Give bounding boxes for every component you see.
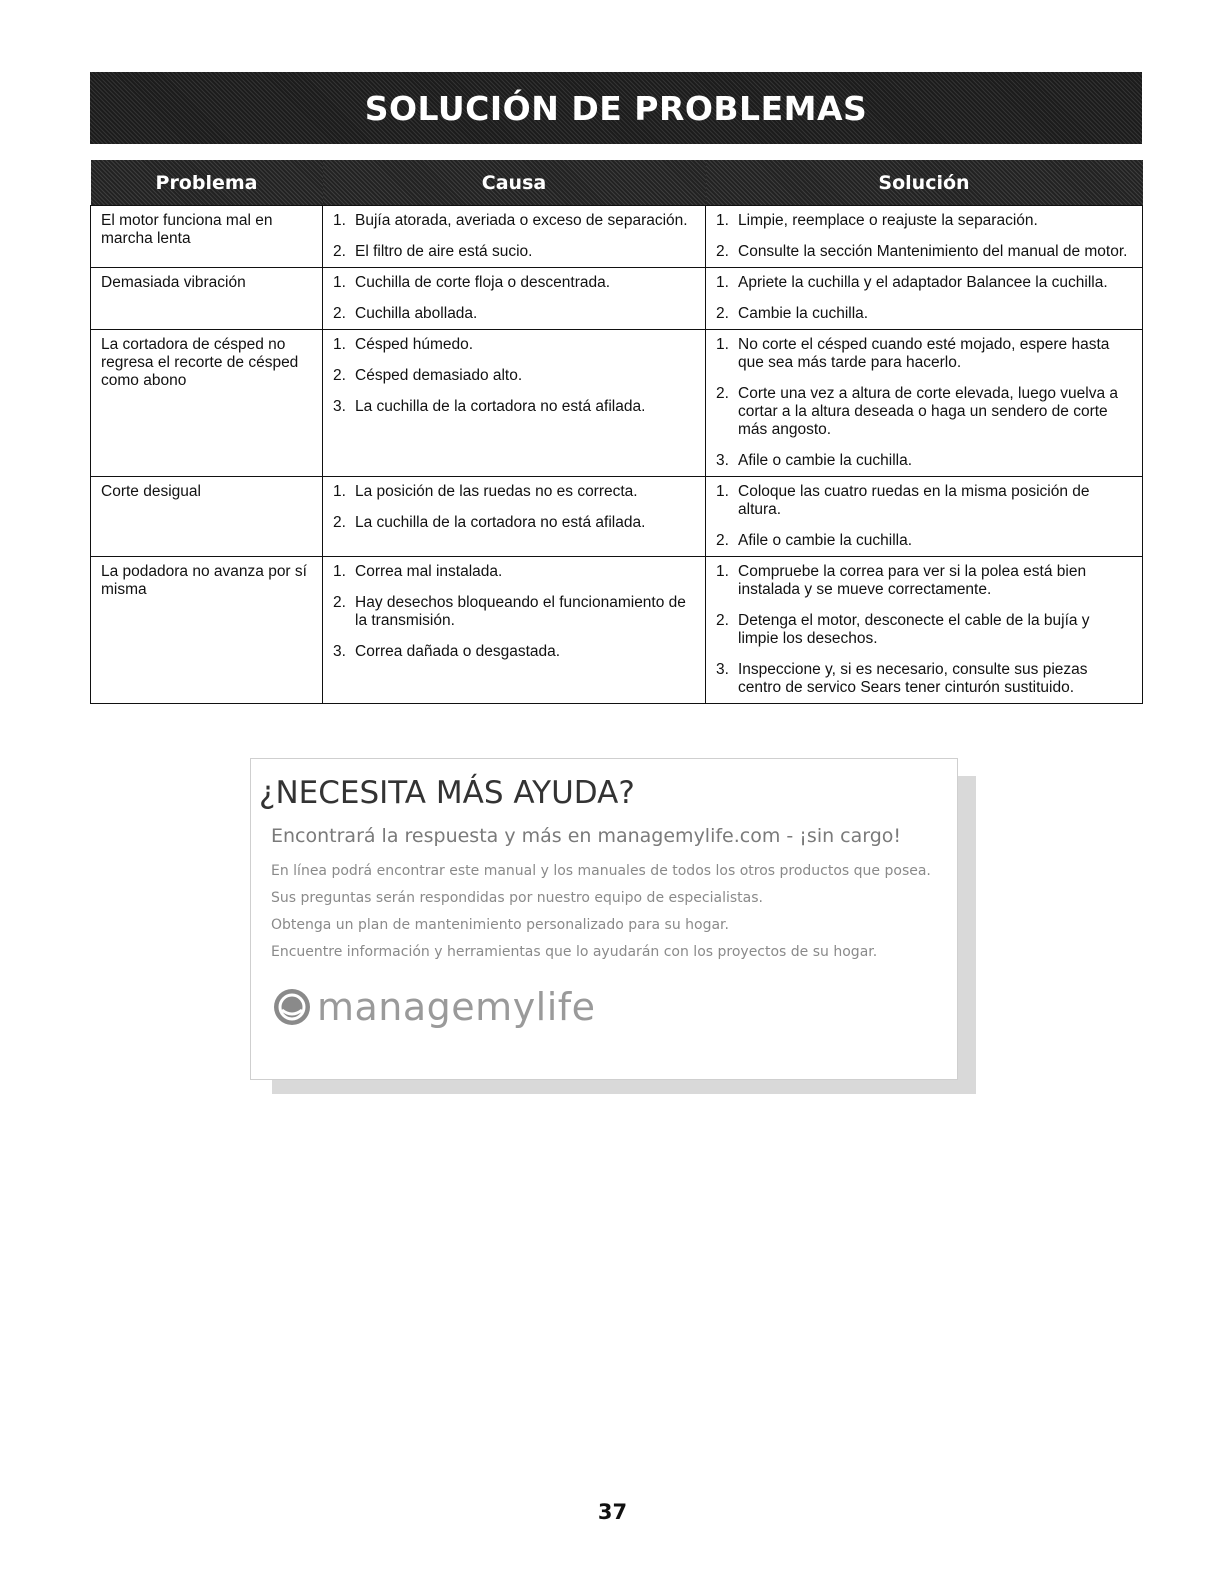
cause-number: 2. bbox=[333, 305, 346, 322]
cause-item bbox=[333, 243, 697, 261]
solution-item bbox=[716, 612, 1134, 648]
cause-item bbox=[333, 305, 697, 323]
cause-number: 3. bbox=[333, 643, 346, 660]
cause-number: 2. bbox=[333, 594, 346, 611]
problem-cell bbox=[91, 268, 323, 330]
solution-item bbox=[716, 336, 1134, 372]
solution-number: 1. bbox=[716, 336, 729, 353]
solution-item bbox=[716, 274, 1134, 292]
cause-text: El filtro de aire está sucio. bbox=[355, 243, 533, 260]
column-header-solucion: Solución bbox=[706, 160, 1143, 206]
problem-text: La cortadora de césped no regresa el recorte de césped como abono bbox=[101, 336, 299, 389]
cause-item bbox=[333, 212, 697, 230]
cause-number: 1. bbox=[333, 212, 346, 229]
problem-text: El motor funciona mal en marcha lenta bbox=[101, 212, 273, 247]
help-subtitle: Encontrará la respuesta y más en managemylife.com - ¡sin cargo! bbox=[271, 825, 902, 847]
cause-item bbox=[333, 336, 697, 354]
solution-text: Afile o cambie la cuchilla. bbox=[738, 532, 913, 549]
help-line: Sus preguntas serán respondidas por nuestro equipo de especialistas. bbox=[271, 890, 763, 906]
problem-text: Corte desigual bbox=[101, 483, 201, 500]
help-title: ¿NECESITA MÁS AYUDA? bbox=[259, 775, 635, 811]
help-line: Obtenga un plan de mantenimiento personalizado para su hogar. bbox=[271, 917, 729, 933]
solution-text: Corte una vez a altura de corte elevada, luego vuelva a cortar a la altura deseada o haga un sendero de corte más angosto. bbox=[738, 385, 1118, 438]
cause-item bbox=[333, 274, 697, 292]
solution-cell bbox=[706, 268, 1143, 330]
solution-text: Consulte la sección Mantenimiento del manual de motor. bbox=[738, 243, 1128, 260]
solution-text: No corte el césped cuando esté mojado, espere hasta que sea más tarde para hacerlo. bbox=[738, 336, 1110, 371]
cause-number: 1. bbox=[333, 563, 346, 580]
solution-text: Coloque las cuatro ruedas en la misma posición de altura. bbox=[738, 483, 1090, 518]
table-body bbox=[91, 206, 1143, 704]
cause-number: 2. bbox=[333, 367, 346, 384]
problem-cell bbox=[91, 330, 323, 477]
cause-cell bbox=[323, 268, 706, 330]
page-header-banner bbox=[90, 72, 1142, 144]
solution-item bbox=[716, 563, 1134, 599]
cause-item bbox=[333, 643, 697, 661]
solution-item bbox=[716, 385, 1134, 439]
solution-text: Compruebe la correa para ver si la polea está bien instalada y se mueve correctamente. bbox=[738, 563, 1087, 598]
cause-text: La cuchilla de la cortadora no está afilada. bbox=[355, 514, 646, 531]
solution-number: 2. bbox=[716, 385, 729, 402]
help-lines bbox=[271, 863, 931, 971]
solution-number: 1. bbox=[716, 563, 729, 580]
solution-text: Detenga el motor, desconecte el cable de la bujía y limpie los desechos. bbox=[738, 612, 1090, 647]
solution-number: 2. bbox=[716, 305, 729, 322]
cause-number: 2. bbox=[333, 514, 346, 531]
cause-text: Bujía atorada, averiada o exceso de separación. bbox=[355, 212, 688, 229]
problem-cell bbox=[91, 477, 323, 557]
cause-text: Césped demasiado alto. bbox=[355, 367, 523, 384]
solution-item bbox=[716, 305, 1134, 323]
cause-number: 2. bbox=[333, 243, 346, 260]
solution-cell bbox=[706, 477, 1143, 557]
cause-cell bbox=[323, 330, 706, 477]
cause-cell bbox=[323, 557, 706, 704]
cause-item bbox=[333, 563, 697, 581]
solution-item bbox=[716, 483, 1134, 519]
help-callout bbox=[250, 758, 958, 1080]
page-number: 37 bbox=[597, 1500, 628, 1524]
solution-number: 2. bbox=[716, 612, 729, 629]
solution-number: 1. bbox=[716, 212, 729, 229]
solution-text: Apriete la cuchilla y el adaptador Balancee la cuchilla. bbox=[738, 274, 1108, 291]
solution-text: Cambie la cuchilla. bbox=[738, 305, 869, 322]
cause-item bbox=[333, 514, 697, 532]
table-row bbox=[91, 268, 1143, 330]
solution-number: 1. bbox=[716, 274, 729, 291]
column-header-problema: Problema bbox=[91, 160, 323, 206]
cause-cell bbox=[323, 477, 706, 557]
managemylife-logo bbox=[273, 985, 596, 1029]
cause-text: La posición de las ruedas no es correcta. bbox=[355, 483, 638, 500]
solution-item bbox=[716, 532, 1134, 550]
solution-cell bbox=[706, 330, 1143, 477]
table-row bbox=[91, 206, 1143, 268]
cause-item bbox=[333, 594, 697, 630]
solution-item bbox=[716, 243, 1134, 261]
cause-number: 1. bbox=[333, 336, 346, 353]
solution-cell bbox=[706, 557, 1143, 704]
problem-cell bbox=[91, 557, 323, 704]
cause-item bbox=[333, 398, 697, 416]
cause-text: Hay desechos bloqueando el funcionamiento de la transmisión. bbox=[355, 594, 686, 629]
cause-text: Correa dañada o desgastada. bbox=[355, 643, 561, 660]
page-title: SOLUCIÓN DE PROBLEMAS bbox=[364, 88, 868, 128]
cause-number: 3. bbox=[333, 398, 346, 415]
cause-item bbox=[333, 483, 697, 501]
table-header-row bbox=[91, 160, 1143, 206]
table-row bbox=[91, 557, 1143, 704]
solution-text: Limpie, reemplace o reajuste la separación. bbox=[738, 212, 1038, 229]
solution-item bbox=[716, 212, 1134, 230]
cause-text: Césped húmedo. bbox=[355, 336, 474, 353]
problem-cell bbox=[91, 206, 323, 268]
solution-number: 2. bbox=[716, 243, 729, 260]
cause-text: Correa mal instalada. bbox=[355, 563, 503, 580]
cause-text: Cuchilla abollada. bbox=[355, 305, 478, 322]
table-row bbox=[91, 477, 1143, 557]
solution-item bbox=[716, 661, 1134, 697]
cause-cell bbox=[323, 206, 706, 268]
table-row bbox=[91, 330, 1143, 477]
solution-number: 3. bbox=[716, 661, 729, 678]
cause-text: La cuchilla de la cortadora no está afilada. bbox=[355, 398, 646, 415]
solution-item bbox=[716, 452, 1134, 470]
help-line: Encuentre información y herramientas que lo ayudarán con los proyectos de su hogar. bbox=[271, 944, 878, 960]
cause-item bbox=[333, 367, 697, 385]
problem-text: La podadora no avanza por sí misma bbox=[101, 563, 307, 598]
managemylife-logo-icon bbox=[273, 988, 311, 1026]
solution-text: Afile o cambie la cuchilla. bbox=[738, 452, 913, 469]
logo-wordmark: managemylife bbox=[317, 985, 596, 1029]
solution-text: Inspeccione y, si es necesario, consulte sus piezas centro de servico Sears tener cinturón sustituido. bbox=[738, 661, 1088, 696]
cause-text: Cuchilla de corte floja o descentrada. bbox=[355, 274, 611, 291]
solution-number: 1. bbox=[716, 483, 729, 500]
problem-text: Demasiada vibración bbox=[101, 274, 246, 291]
solution-number: 2. bbox=[716, 532, 729, 549]
cause-number: 1. bbox=[333, 483, 346, 500]
column-header-causa: Causa bbox=[323, 160, 706, 206]
cause-number: 1. bbox=[333, 274, 346, 291]
solution-number: 3. bbox=[716, 452, 729, 469]
troubleshooting-table bbox=[90, 160, 1143, 704]
help-line: En línea podrá encontrar este manual y los manuales de todos los otros productos que posea. bbox=[271, 863, 931, 879]
solution-cell bbox=[706, 206, 1143, 268]
